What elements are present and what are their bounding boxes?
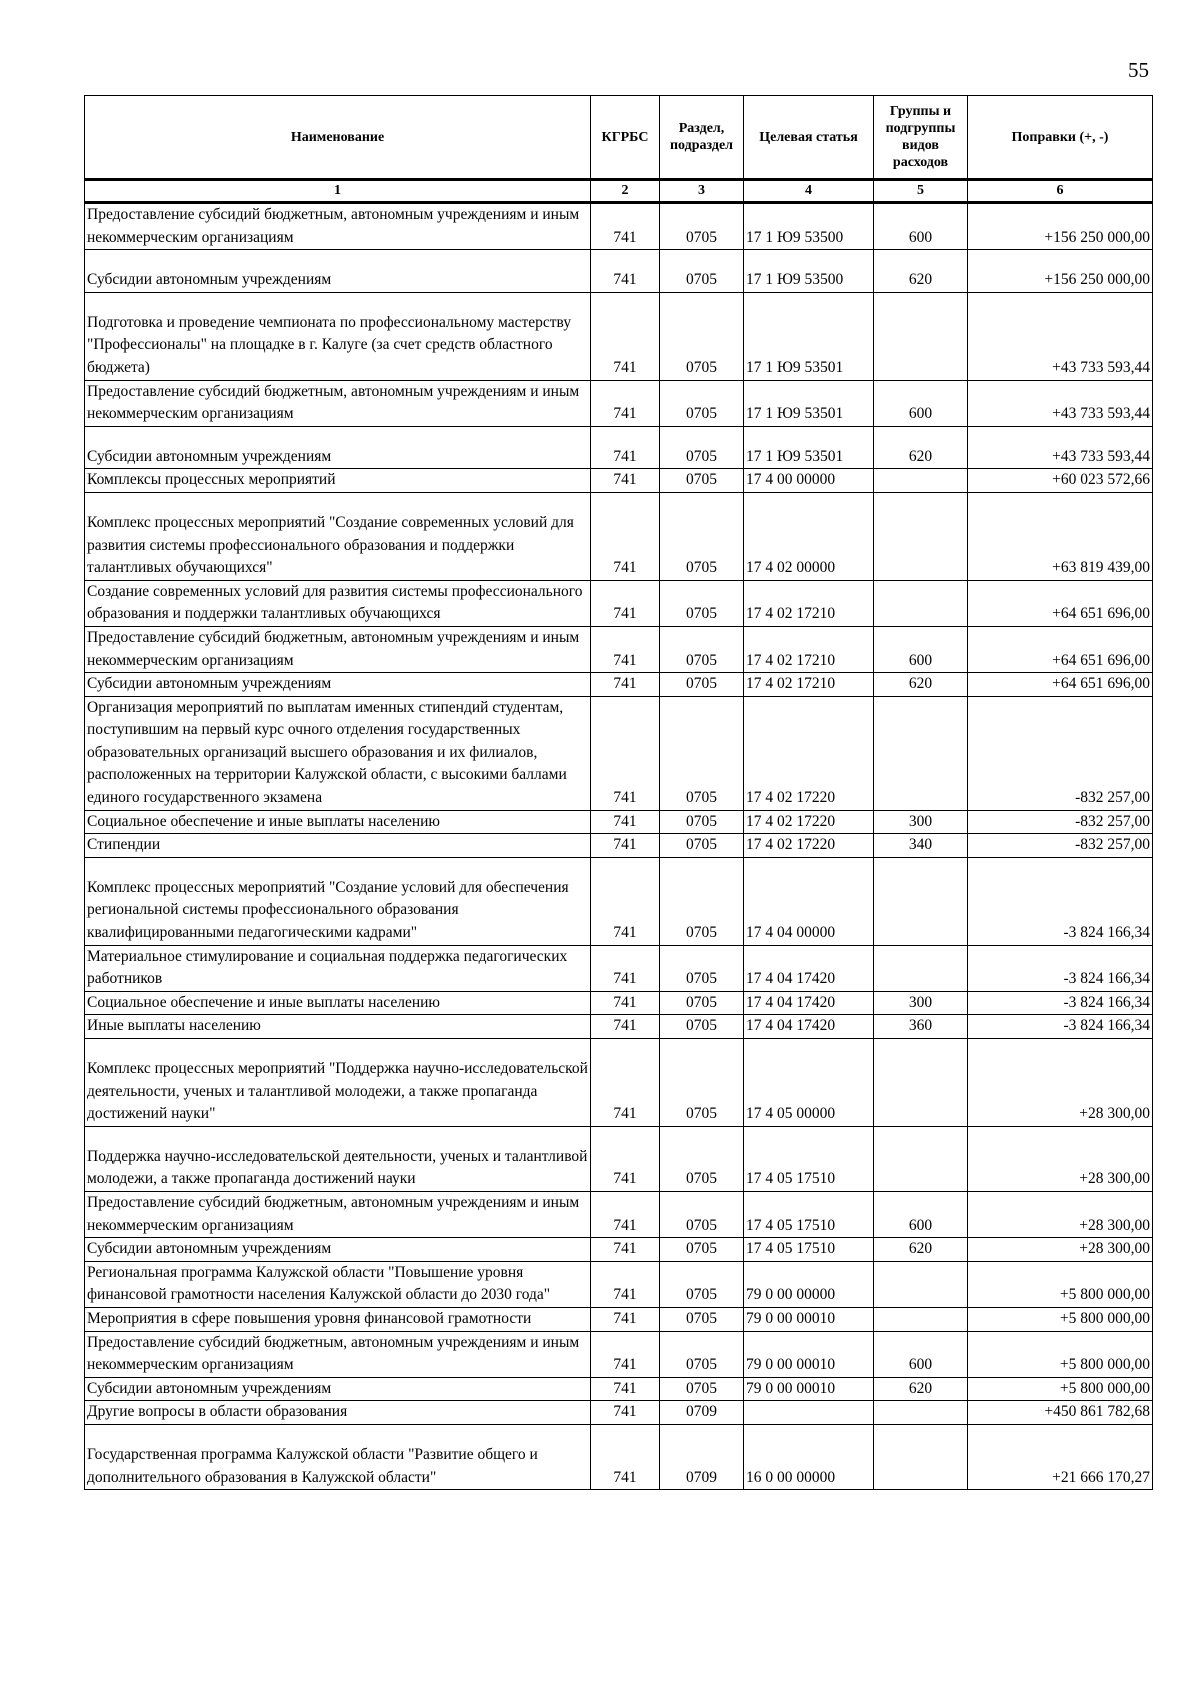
item-article: 79 0 00 00000 [744, 1261, 874, 1307]
item-kgrbs: 741 [591, 1377, 660, 1401]
item-name: Предоставление субсидий бюджетным, автономным учреждениям и иным некоммерческим организациям [85, 626, 591, 672]
item-article [744, 1401, 874, 1425]
item-group [874, 1424, 968, 1489]
table-body [85, 203, 1153, 1490]
item-amount: +63 819 439,00 [968, 492, 1153, 580]
item-article: 17 1 Ю9 53501 [744, 292, 874, 380]
item-kgrbs: 741 [591, 991, 660, 1015]
item-name: Комплекс процессных мероприятий "Создание современных условий для развития системы профессионального образования и поддержки талантливых обучающихся" [85, 492, 591, 580]
item-name: Региональная программа Калужской области "Повышение уровня финансовой грамотности населения Калужской области до 2030 года" [85, 1261, 591, 1307]
item-kgrbs: 741 [591, 492, 660, 580]
item-group [874, 945, 968, 991]
item-section: 0705 [660, 696, 744, 810]
table-row [85, 292, 1153, 380]
table-row [85, 1126, 1153, 1191]
table-row [85, 626, 1153, 672]
item-section: 0705 [660, 1331, 744, 1377]
item-article: 17 4 05 17510 [744, 1191, 874, 1237]
item-article: 17 4 05 00000 [744, 1039, 874, 1127]
item-amount: +64 651 696,00 [968, 673, 1153, 697]
item-name: Стипендии [85, 834, 591, 858]
item-group [874, 1039, 968, 1127]
item-amount: +5 800 000,00 [968, 1377, 1153, 1401]
item-article: 17 4 02 17210 [744, 673, 874, 697]
item-kgrbs: 741 [591, 380, 660, 426]
item-group [874, 580, 968, 626]
item-kgrbs: 741 [591, 203, 660, 250]
item-kgrbs: 741 [591, 292, 660, 380]
table-row [85, 580, 1153, 626]
item-kgrbs: 741 [591, 1261, 660, 1307]
item-group: 620 [874, 1238, 968, 1262]
item-kgrbs: 741 [591, 1331, 660, 1377]
item-amount: -832 257,00 [968, 810, 1153, 834]
item-section: 0705 [660, 1377, 744, 1401]
item-amount: +450 861 782,68 [968, 1401, 1153, 1425]
item-name: Предоставление субсидий бюджетным, автономным учреждениям и иным некоммерческим организациям [85, 1331, 591, 1377]
item-section: 0705 [660, 673, 744, 697]
item-name: Подготовка и проведение чемпионата по профессиональному мастерству "Профессионалы" на площадке в г. Калуге (за счет средств областного бюджета) [85, 292, 591, 380]
item-group: 300 [874, 991, 968, 1015]
item-amount: +5 800 000,00 [968, 1307, 1153, 1331]
item-group: 360 [874, 1015, 968, 1039]
item-section: 0709 [660, 1401, 744, 1425]
item-group: 600 [874, 1191, 968, 1237]
item-amount: -3 824 166,34 [968, 1015, 1153, 1039]
item-article: 79 0 00 00010 [744, 1307, 874, 1331]
item-amount: -3 824 166,34 [968, 991, 1153, 1015]
item-article: 17 4 02 17220 [744, 696, 874, 810]
item-article: 17 4 02 17220 [744, 834, 874, 858]
item-section: 0705 [660, 580, 744, 626]
item-kgrbs: 741 [591, 250, 660, 293]
item-section: 0705 [660, 1015, 744, 1039]
item-group: 620 [874, 1377, 968, 1401]
item-name: Субсидии автономным учреждениям [85, 250, 591, 293]
item-kgrbs: 741 [591, 673, 660, 697]
table-row [85, 991, 1153, 1015]
item-kgrbs: 741 [591, 1126, 660, 1191]
item-amount: -3 824 166,34 [968, 945, 1153, 991]
item-name: Комплексы процессных мероприятий [85, 469, 591, 493]
item-amount: +156 250 000,00 [968, 203, 1153, 250]
item-name: Субсидии автономным учреждениям [85, 1377, 591, 1401]
header-article: Целевая статья [744, 96, 874, 180]
item-name: Поддержка научно-исследовательской деятельности, ученых и талантливой молодежи, а также пропаганда достижений науки [85, 1126, 591, 1191]
table-row [85, 250, 1153, 293]
budget-amendments-table [84, 95, 1153, 1490]
item-group: 620 [874, 426, 968, 469]
item-section: 0705 [660, 292, 744, 380]
item-name: Субсидии автономным учреждениям [85, 673, 591, 697]
item-amount: +5 800 000,00 [968, 1331, 1153, 1377]
item-article: 17 1 Ю9 53500 [744, 250, 874, 293]
item-amount: +28 300,00 [968, 1126, 1153, 1191]
item-section: 0705 [660, 380, 744, 426]
item-section: 0705 [660, 991, 744, 1015]
item-amount: +156 250 000,00 [968, 250, 1153, 293]
item-article: 17 4 00 00000 [744, 469, 874, 493]
header-amendments: Поправки (+, -) [968, 96, 1153, 180]
item-section: 0705 [660, 426, 744, 469]
column-number: 4 [744, 180, 874, 203]
item-article: 79 0 00 00010 [744, 1377, 874, 1401]
item-group [874, 696, 968, 810]
item-amount: +5 800 000,00 [968, 1261, 1153, 1307]
item-article: 17 4 04 17420 [744, 991, 874, 1015]
table-row [85, 810, 1153, 834]
item-section: 0705 [660, 250, 744, 293]
item-section: 0705 [660, 203, 744, 250]
item-group: 620 [874, 673, 968, 697]
item-kgrbs: 741 [591, 1191, 660, 1237]
item-kgrbs: 741 [591, 945, 660, 991]
table-row [85, 1015, 1153, 1039]
item-group [874, 292, 968, 380]
table-row [85, 945, 1153, 991]
item-article: 17 4 04 17420 [744, 1015, 874, 1039]
item-kgrbs: 741 [591, 580, 660, 626]
item-amount: +28 300,00 [968, 1039, 1153, 1127]
item-section: 0705 [660, 492, 744, 580]
item-name: Комплекс процессных мероприятий "Поддержка научно-исследовательской деятельности, ученых и талантливой молодежи, а также пропаганда достижений науки" [85, 1039, 591, 1127]
item-kgrbs: 741 [591, 1039, 660, 1127]
item-section: 0705 [660, 1261, 744, 1307]
item-kgrbs: 741 [591, 857, 660, 945]
column-number: 5 [874, 180, 968, 203]
item-kgrbs: 741 [591, 834, 660, 858]
item-name: Иные выплаты населению [85, 1015, 591, 1039]
item-amount: -832 257,00 [968, 696, 1153, 810]
item-kgrbs: 741 [591, 696, 660, 810]
item-amount: -832 257,00 [968, 834, 1153, 858]
item-section: 0705 [660, 1191, 744, 1237]
item-article: 17 4 02 17220 [744, 810, 874, 834]
item-group [874, 1261, 968, 1307]
item-section: 0705 [660, 1307, 744, 1331]
item-name: Предоставление субсидий бюджетным, автономным учреждениям и иным некоммерческим организациям [85, 1191, 591, 1237]
item-group: 600 [874, 1331, 968, 1377]
item-group [874, 1307, 968, 1331]
table-row [85, 673, 1153, 697]
item-name: Мероприятия в сфере повышения уровня финансовой грамотности [85, 1307, 591, 1331]
table-row [85, 469, 1153, 493]
item-group [874, 1126, 968, 1191]
table-row [85, 857, 1153, 945]
item-article: 17 4 02 00000 [744, 492, 874, 580]
column-number-row [85, 180, 1153, 203]
item-article: 16 0 00 00000 [744, 1424, 874, 1489]
item-name: Создание современных условий для развития системы профессионального образования и поддержки талантливых обучающихся [85, 580, 591, 626]
item-article: 17 1 Ю9 53500 [744, 203, 874, 250]
table-row [85, 380, 1153, 426]
header-kgrbs: КГРБС [591, 96, 660, 180]
item-kgrbs: 741 [591, 1238, 660, 1262]
item-article: 17 4 05 17510 [744, 1238, 874, 1262]
item-group [874, 492, 968, 580]
table-row [85, 1331, 1153, 1377]
item-amount: +60 023 572,66 [968, 469, 1153, 493]
table-row [85, 492, 1153, 580]
item-section: 0705 [660, 945, 744, 991]
item-name: Материальное стимулирование и социальная поддержка педагогических работников [85, 945, 591, 991]
table-row [85, 203, 1153, 250]
item-group [874, 469, 968, 493]
item-section: 0705 [660, 626, 744, 672]
item-amount: +43 733 593,44 [968, 380, 1153, 426]
item-name: Другие вопросы в области образования [85, 1401, 591, 1425]
item-name: Субсидии автономным учреждениям [85, 1238, 591, 1262]
table-row [85, 1377, 1153, 1401]
item-article: 17 4 04 17420 [744, 945, 874, 991]
item-group [874, 1401, 968, 1425]
item-amount: +28 300,00 [968, 1238, 1153, 1262]
item-amount: +64 651 696,00 [968, 580, 1153, 626]
item-kgrbs: 741 [591, 469, 660, 493]
item-group: 600 [874, 626, 968, 672]
table-row [85, 1238, 1153, 1262]
item-section: 0705 [660, 834, 744, 858]
item-article: 17 1 Ю9 53501 [744, 380, 874, 426]
table-row [85, 1401, 1153, 1425]
item-name: Предоставление субсидий бюджетным, автономным учреждениям и иным некоммерческим организациям [85, 203, 591, 250]
item-group: 300 [874, 810, 968, 834]
item-name: Комплекс процессных мероприятий "Создание условий для обеспечения региональной системы профессионального образования квалифицированными педагогическими кадрами" [85, 857, 591, 945]
table-row [85, 1307, 1153, 1331]
item-name: Предоставление субсидий бюджетным, автономным учреждениям и иным некоммерческим организациям [85, 380, 591, 426]
table-header-row [85, 96, 1153, 180]
item-section: 0705 [660, 1126, 744, 1191]
header-groups: Группы и подгруппы видов расходов [874, 96, 968, 180]
table-row [85, 426, 1153, 469]
item-amount: +64 651 696,00 [968, 626, 1153, 672]
item-amount: +43 733 593,44 [968, 292, 1153, 380]
item-amount: +43 733 593,44 [968, 426, 1153, 469]
item-name: Организация мероприятий по выплатам именных стипендий студентам, поступившим на первый курс очного отделения государственных образовательных организаций высшего образования и их филиалов, расположенных на территории Калужской области, с высокими баллами единого государственного экзамена [85, 696, 591, 810]
item-kgrbs: 741 [591, 1424, 660, 1489]
item-group: 340 [874, 834, 968, 858]
item-name: Субсидии автономным учреждениям [85, 426, 591, 469]
item-kgrbs: 741 [591, 810, 660, 834]
item-section: 0705 [660, 810, 744, 834]
column-number: 3 [660, 180, 744, 203]
item-amount: -3 824 166,34 [968, 857, 1153, 945]
table-row [85, 1424, 1153, 1489]
header-section: Раздел, подраздел [660, 96, 744, 180]
item-amount: +21 666 170,27 [968, 1424, 1153, 1489]
column-number: 6 [968, 180, 1153, 203]
item-amount: +28 300,00 [968, 1191, 1153, 1237]
item-section: 0705 [660, 857, 744, 945]
header-name: Наименование [85, 96, 591, 180]
column-number: 2 [591, 180, 660, 203]
column-number: 1 [85, 180, 591, 203]
item-group: 600 [874, 203, 968, 250]
item-group [874, 857, 968, 945]
item-kgrbs: 741 [591, 1015, 660, 1039]
item-article: 17 1 Ю9 53501 [744, 426, 874, 469]
item-section: 0705 [660, 1238, 744, 1262]
item-name: Государственная программа Калужской области "Развитие общего и дополнительного образования в Калужской области" [85, 1424, 591, 1489]
table-row [85, 834, 1153, 858]
item-name: Социальное обеспечение и иные выплаты населению [85, 991, 591, 1015]
item-article: 17 4 05 17510 [744, 1126, 874, 1191]
item-group: 600 [874, 380, 968, 426]
table-row [85, 1261, 1153, 1307]
item-article: 79 0 00 00010 [744, 1331, 874, 1377]
item-section: 0705 [660, 469, 744, 493]
item-kgrbs: 741 [591, 426, 660, 469]
table-row [85, 1191, 1153, 1237]
item-article: 17 4 02 17210 [744, 626, 874, 672]
item-section: 0705 [660, 1039, 744, 1127]
item-kgrbs: 741 [591, 1401, 660, 1425]
item-kgrbs: 741 [591, 626, 660, 672]
item-name: Социальное обеспечение и иные выплаты населению [85, 810, 591, 834]
page-number: 55 [1128, 58, 1149, 82]
item-article: 17 4 02 17210 [744, 580, 874, 626]
item-group: 620 [874, 250, 968, 293]
item-section: 0709 [660, 1424, 744, 1489]
item-kgrbs: 741 [591, 1307, 660, 1331]
table-row [85, 696, 1153, 810]
table-row [85, 1039, 1153, 1127]
item-article: 17 4 04 00000 [744, 857, 874, 945]
